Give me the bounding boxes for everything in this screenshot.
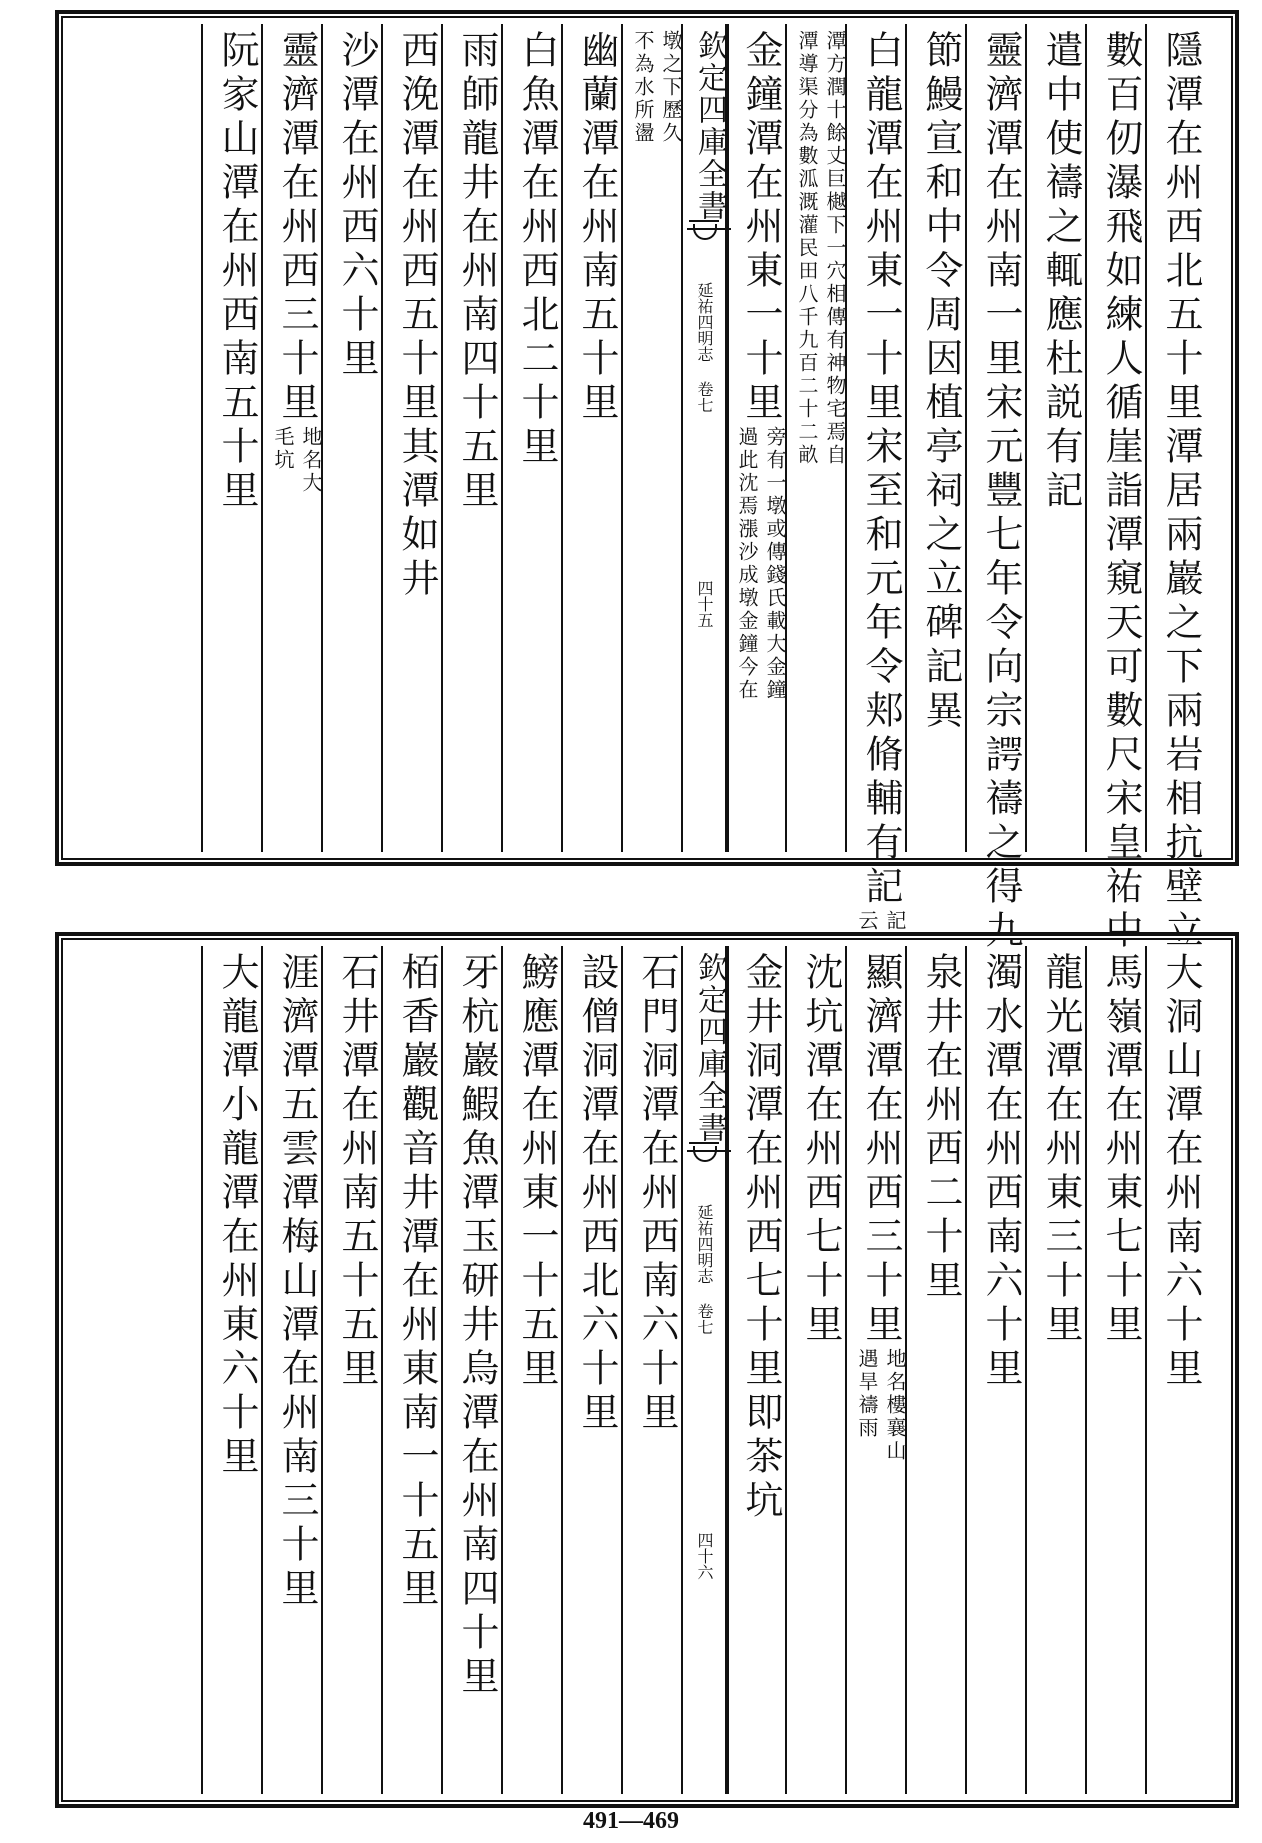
right-column-5 [905,946,967,1794]
left-column-6 [321,24,383,852]
annotation-line: 不為水所盪 [631,30,655,145]
right-column-7 [785,24,847,852]
left-column-5 [381,946,443,1794]
column-text: 沈坑潭在州西七十里 [799,952,843,1348]
column-text: 數百仞瀑飛如練人循崖詣潭窺天可數尺宋皇祐中 [1099,30,1143,954]
volume-label: 延祐四明志 卷七 [695,1204,714,1335]
volume-label: 延祐四明志 卷七 [695,282,714,413]
right-column-7 [785,946,847,1794]
left-column-4 [441,24,503,852]
column-text: 石門洞潭在州西南六十里 [635,952,679,1436]
column-text: 沙潭在州西六十里 [335,30,379,382]
book-title: 欽定四庫全書 [687,30,731,230]
annotation-line: 潭導渠分為數泒溉灌民田八千九百二十二畝 [795,30,819,467]
fish-tail-mark-icon [689,220,719,244]
annotation-note [735,426,787,702]
annotation-line: 地名大 [299,426,323,495]
column-text: 靈濟潭在州南一里宋元豐七年令向宗諤禱之得九 [979,30,1023,954]
right-column-8 [725,946,787,1794]
column-text: 石井潭在州南五十五里 [335,952,379,1392]
column-text: 設僧洞潭在州西北六十里 [575,952,619,1436]
bottom-page [55,932,1239,1808]
left-column-4 [441,946,503,1794]
left-column-3 [501,24,563,852]
top-page-columns [69,24,1225,954]
annotation-line: 記 [883,910,907,933]
right-column-4 [965,24,1027,954]
right-column-6 [845,946,907,1794]
right-column-6 [845,24,907,933]
right-column-3 [1025,24,1087,852]
column-text: 靈濟潭在州西三十里 [275,30,319,426]
column-text: 幽蘭潭在州南五十里 [575,30,619,426]
column-text: 白龍潭在州東一十里宋至和元年令郏脩輔有記 [859,30,903,910]
annotation-line: 遇旱禱雨 [855,1348,879,1440]
annotation-note [271,426,323,495]
column-text: 阮家山潭在州西南五十里 [215,30,259,514]
leaf-number: 四十五 [695,580,714,628]
left-column-7 [261,946,323,1794]
annotation-line: 云 [855,910,879,933]
right-column-2 [1085,946,1147,1794]
column-text: 牙杭巖鰕魚潭玉研井烏潭在州南四十里 [455,952,499,1700]
column-text: 栢香巖觀音井潭在州東南一十五里 [395,952,439,1612]
center-band [681,946,729,1794]
left-column-8 [201,946,263,1794]
column-text: 金鐘潭在州東一十里 [739,30,783,426]
left-column-8 [201,24,263,852]
column-text: 龍光潭在州東三十里 [1039,952,1083,1348]
column-text: 隱潭在州西北五十里潭居兩巖之下兩岩相抗壁立 [1159,30,1203,954]
leaf-number: 四十六 [695,1532,714,1580]
top-page [55,10,1239,954]
column-text: 大龍潭小龍潭在州東六十里 [215,952,259,1480]
column-text: 濁水潭在州西南六十里 [979,952,1023,1392]
annotation-line: 毛坑 [271,426,295,472]
column-text: 西浼潭在州西五十里其潭如井 [395,30,439,602]
left-column-2 [561,946,623,1794]
fish-tail-mark-icon [689,1142,719,1166]
left-column-6 [321,946,383,1794]
right-column-5 [905,24,967,852]
column-text: 節鰻宣和中令周因植亭祠之立碑記異 [919,30,963,734]
annotation-note [855,910,907,933]
left-column-1 [621,24,683,852]
left-column-1 [621,946,683,1794]
column-text: 遣中使禱之輒應杜説有記 [1039,30,1083,514]
left-column-7 [261,24,323,852]
annotation-line: 潭方潤十餘丈巨樾下一穴相傳有神物宅焉自 [823,30,847,467]
right-column-8 [725,24,787,852]
left-column-5 [381,24,443,852]
right-column-2 [1085,24,1147,954]
column-text: 大洞山潭在州南六十里 [1159,952,1203,1392]
column-text: 泉井在州西二十里 [919,952,963,1304]
annotation-note [795,30,847,467]
annotation-line: 旁有一墩或傳錢氏載大金鐘 [763,426,787,702]
annotation-note [855,1348,907,1463]
annotation-line: 過此沈焉漲沙成墩金鐘今在 [735,426,759,702]
page-number-footer: 491—469 [583,1808,679,1834]
column-text: 馬嶺潭在州東七十里 [1099,952,1143,1348]
left-column-3 [501,946,563,1794]
left-column-2 [561,24,623,852]
book-title: 欽定四庫全書 [687,952,731,1152]
annotation-line: 地名樓襄山 [883,1348,907,1463]
column-text: 雨師龍井在州南四十五里 [455,30,499,514]
column-text: 顯濟潭在州西三十里 [859,952,903,1348]
column-text: 金井洞潭在州西七十里即茶坑 [739,952,783,1524]
right-column-1 [1145,24,1207,954]
annotation-line: 墩之下歷久 [659,30,683,145]
column-text: 白魚潭在州西北二十里 [515,30,559,470]
annotation-note [631,30,683,145]
bottom-page-columns [69,946,1225,1794]
right-column-3 [1025,946,1087,1794]
right-column-1 [1145,946,1207,1794]
column-text: 涯濟潭五雲潭梅山潭在州南三十里 [275,952,319,1612]
center-band [681,24,729,852]
column-text: 鰟應潭在州東一十五里 [515,952,559,1392]
right-column-4 [965,946,1027,1794]
